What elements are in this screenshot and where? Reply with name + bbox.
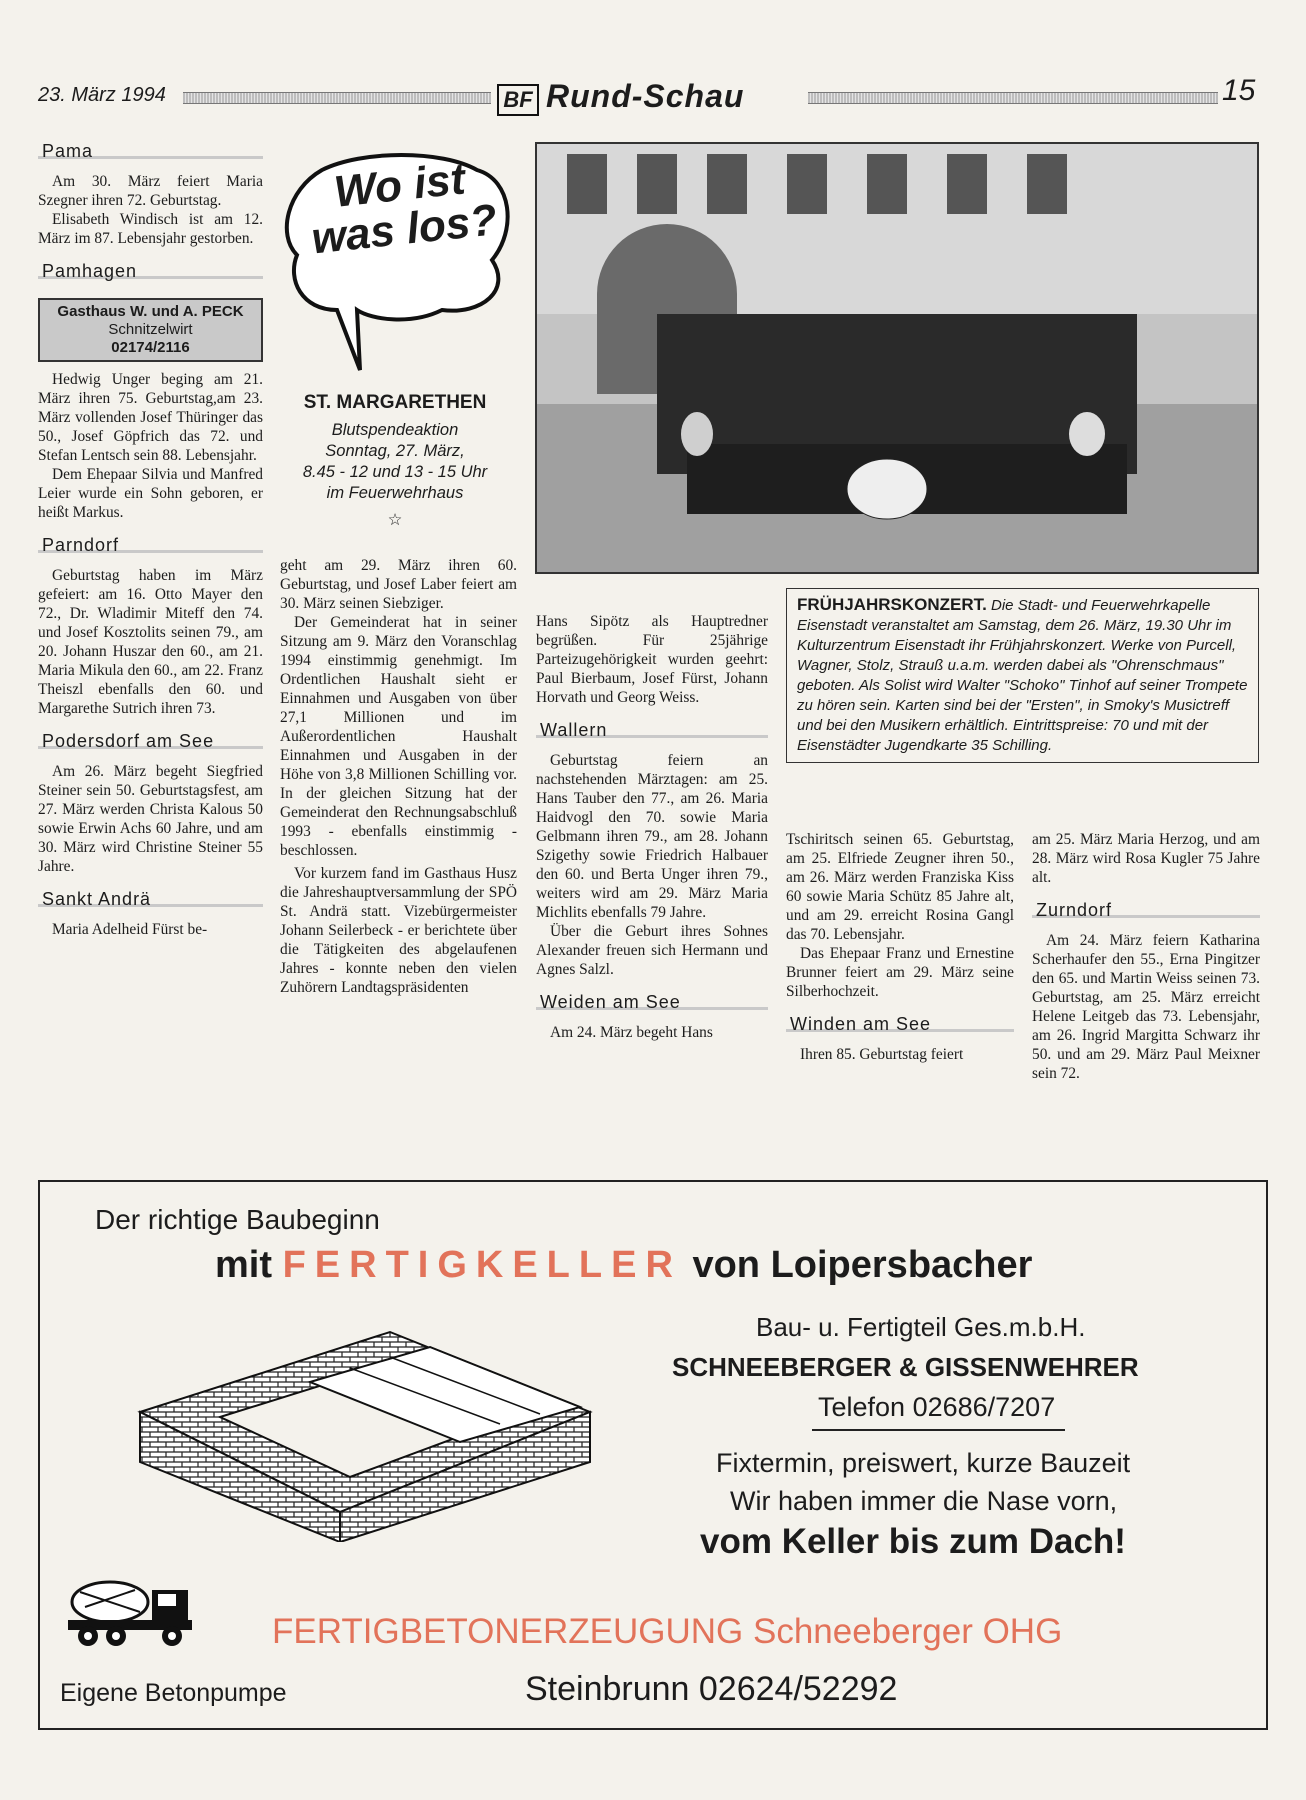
paragraph: Geburtstag haben im März gefeiert: am 16. Otto Mayer den 72., Dr. Wladimir Miteff den 74. und Josef Kosztolits seinen 79., am 20. Johann Huszar den 60., am 21. Maria Mikula den 60., am 22. Franz Theiszl ebenfalls den 60. und Margarethe Sutrich ihren 73. — [38, 567, 263, 717]
paragraph: Das Ehepaar Franz und Ernestine Brunner feiert am 29. März seine Silberhochzeit. — [786, 945, 1014, 1000]
ad-slogan: Fixtermin, preiswert, kurze Bauzeit — [716, 1448, 1131, 1478]
section-heading-winden: Winden am See — [786, 1013, 1014, 1041]
paragraph: Maria Adelheid Fürst be- — [52, 921, 208, 938]
concrete-truck — [60, 1572, 200, 1652]
ad-slogan-bold: vom Keller bis zum Dach! — [700, 1522, 1126, 1561]
paragraph: Dem Ehepaar Silvia und Manfred Leier wurde ein Sohn geboren, er heißt Markus. — [38, 466, 263, 521]
column-2 — [280, 556, 517, 997]
paragraph: Am 24. März feiern Katharina Scherhaufer den 55., Erna Pingitzer den 65. und Martin Weiss seinen 73. Geburtstag, am 25. März erreicht Helene Leitgeb das 73. Lebensjahr, am 26. Ingrid Margitta Schwarz ihr 50. und am 29. März Paul Meixner sein 72. — [1032, 932, 1260, 1082]
section-heading-wallern: Wallern — [536, 719, 768, 747]
column-4 — [786, 830, 1014, 1064]
ad-line: Gasthaus W. und A. PECK — [57, 303, 244, 320]
band-photo-image — [537, 144, 1259, 574]
event-title: ST. MARGARETHEN — [303, 392, 487, 413]
ad-company-name: SCHNEEBERGER & GISSENWEHRER — [672, 1352, 1139, 1382]
paragraph: am 25. März Maria Herzog, und am 28. März wird Rosa Kugler 75 Jahre alt. — [1032, 831, 1260, 886]
section-heading-parndorf: Parndorf — [38, 534, 263, 562]
gasthaus-peck-ad — [38, 298, 263, 362]
event-block — [275, 392, 515, 531]
section-heading-weiden: Weiden am See — [536, 991, 768, 1019]
ad-pump: Eigene Betonpumpe — [60, 1679, 287, 1707]
event-line: Blutspendeaktion — [331, 421, 459, 439]
paragraph: Über die Geburt ihres Sohnes Alexander freuen sich Hermann und Agnes Salzl. — [536, 923, 768, 978]
paragraph: Am 26. März begeht Siegfried Steiner sein 50. Geburtstagsfest, am 27. März werden Christa Kalous 50 sowie Erwin Achs 60 Jahre, und am 30. März wird Christine Steiner 55 Jahre. — [38, 763, 263, 875]
ad-phone2: Steinbrunn 02624/52292 — [525, 1670, 898, 1708]
paragraph: Tschiritsch seinen 65. Geburtstag, am 25. Elfriede Zeugner ihren 50., am 26. März werden Franziska Kiss 60 sowie Maria Schütz 85 Jahre alt, und am 29. erreicht Rosina Gangl das 70. Lebensjahr. — [786, 831, 1014, 943]
issue-date: 23. März 1994 — [38, 84, 166, 106]
paragraph: Ihren 85. Geburtstag feiert — [800, 1046, 964, 1063]
ad-headline: Der richtige Baubeginn — [95, 1204, 380, 1235]
paragraph: Vor kurzem fand im Gasthaus Husz die Jahreshauptversammlung der SPÖ St. Andrä statt. Vizebürgermeister Johann Seilerbeck - er berichtete über die Tätigkeiten des abgelaufenen Jahres - konnte neben den vielen Zuhörern Landtagspräsidenten — [280, 865, 517, 996]
photo-caption — [786, 588, 1259, 763]
paragraph: Geburtstag feiern an nachstehenden Märztagen: am 25. Hans Tauber den 77., am 26. Maria Haidvogl den 70. sowie Maria Gelbmann ihren 79., am 28. Johann Szigethy sowie Friedrich Halbauer den 60. und Berta Unger ihren 79., weiters wird am 29. März Maria Michlits ebenfalls 79 Jahre. — [536, 752, 768, 921]
section-heading-podersdorf: Podersdorf am See — [38, 730, 263, 758]
paragraph: Am 30. März feiert Maria Szegner ihren 72. Geburtstag. — [38, 173, 263, 209]
section-heading-sankt-andrae: Sankt Andrä — [38, 888, 263, 916]
caption-title: FRÜHJAHRSKONZERT. — [797, 595, 987, 614]
bf-logo: BF — [497, 84, 539, 116]
ad-product-name: FERTIGKELLER — [282, 1244, 682, 1286]
ad-line: Schnitzelwirt — [108, 321, 193, 338]
fertigkeller-ad — [38, 1180, 1268, 1730]
ad-phone: Telefon 02686/7207 — [812, 1392, 1065, 1431]
truck-icon — [60, 1572, 200, 1652]
event-line: 8.45 - 12 und 13 - 15 Uhr — [302, 463, 488, 481]
bubble-text: Wo ist was los? — [309, 154, 500, 264]
paragraph: Hedwig Unger beging am 21. März ihren 75. Geburtstag,am 23. März vollenden Josef Thüringer das 50., Josef Göpfrich das 72. und Stefan Lentsch sein 88. Lebensjahr. — [38, 371, 263, 464]
column-5 — [1032, 830, 1260, 1083]
header-rule — [183, 92, 491, 104]
paragraph: Hans Sipötz als Hauptredner begrüßen. Für 25jährige Parteizugehörigkeit wurden geehrt: Paul Bierbaum, Josef Fürst, Johann Horvath und Georg Weiss. — [536, 613, 768, 706]
band-photo — [535, 142, 1259, 574]
star-icon: ☆ — [387, 511, 403, 529]
section-heading-pamhagen: Pamhagen — [38, 260, 263, 288]
paragraph: Am 24. März begeht Hans — [550, 1024, 713, 1041]
ad-phone: 02174/2116 — [111, 339, 190, 356]
newspaper-title: Rund-Schau — [546, 78, 745, 114]
ad-slogan: Wir haben immer die Nase vorn, — [730, 1486, 1118, 1516]
basement-icon — [130, 1302, 610, 1542]
ad-text: von Loipersbacher — [692, 1244, 1033, 1286]
ad-main-line — [215, 1244, 1032, 1287]
speech-bubble — [282, 150, 522, 380]
caption-text: Die Stadt- und Feuerwehrkapelle Eisenstadt veranstaltet am Samstag, dem 26. März, 19.30 Uhr im Kulturzentrum Eisenstadt ihr Frühjahrskonzert. Werke von Purcell, Wagner, Stolz, Strauß u.a.m. werden dabei als "Ohrenschmaus" geboten. Als Solist wird Walter "Schoko" Tinhof auf seiner Trompete zu hören sein. Karten sind bei der "Ersten", in Smoky's Musictreff und bei den Musikern erhältlich. Eintrittspreise: 70 und mit der Eisenstädter Jugendkarte 35 Schilling. — [797, 597, 1248, 754]
ad-company: Bau- u. Fertigteil Ges.m.b.H. — [756, 1312, 1086, 1342]
column-1 — [38, 140, 263, 939]
event-line: Sonntag, 27. März, — [325, 442, 465, 460]
paragraph: geht am 29. März ihren 60. Geburtstag, und Josef Laber feiert am 30. März seinen Siebziger. — [280, 557, 517, 612]
header-rule — [808, 92, 1218, 104]
column-3 — [536, 612, 768, 1042]
ad-text: mit — [215, 1244, 272, 1286]
event-line: im Feuerwehrhaus — [326, 484, 464, 502]
section-heading-zurndorf: Zurndorf — [1032, 899, 1260, 927]
ad-betonwerk: FERTIGBETONERZEUGUNG Schneeberger OHG — [272, 1612, 1063, 1651]
paragraph: Elisabeth Windisch ist am 12. März im 87. Lebensjahr gestorben. — [38, 211, 263, 247]
fertigkeller-illustration — [130, 1302, 610, 1542]
section-heading-pama: Pama — [38, 140, 263, 168]
page-number: 15 — [1222, 74, 1256, 107]
paragraph: Der Gemeinderat hat in seiner Sitzung am 9. März den Voranschlag 1994 einstimmig genehmigt. Im Ordentlichen Haushalt sieht er Einnahmen und Ausgaben von über 27,1 Millionen und im Außerordentlichen Haushalt Einnahmen und Ausgaben in der Höhe von 3,8 Millionen Schilling vor. In der gleichen Sitzung hat der Gemeinderat den Rechnungsabschluß 1993 - ebenfalls einstimmig - beschlossen. — [280, 614, 517, 859]
